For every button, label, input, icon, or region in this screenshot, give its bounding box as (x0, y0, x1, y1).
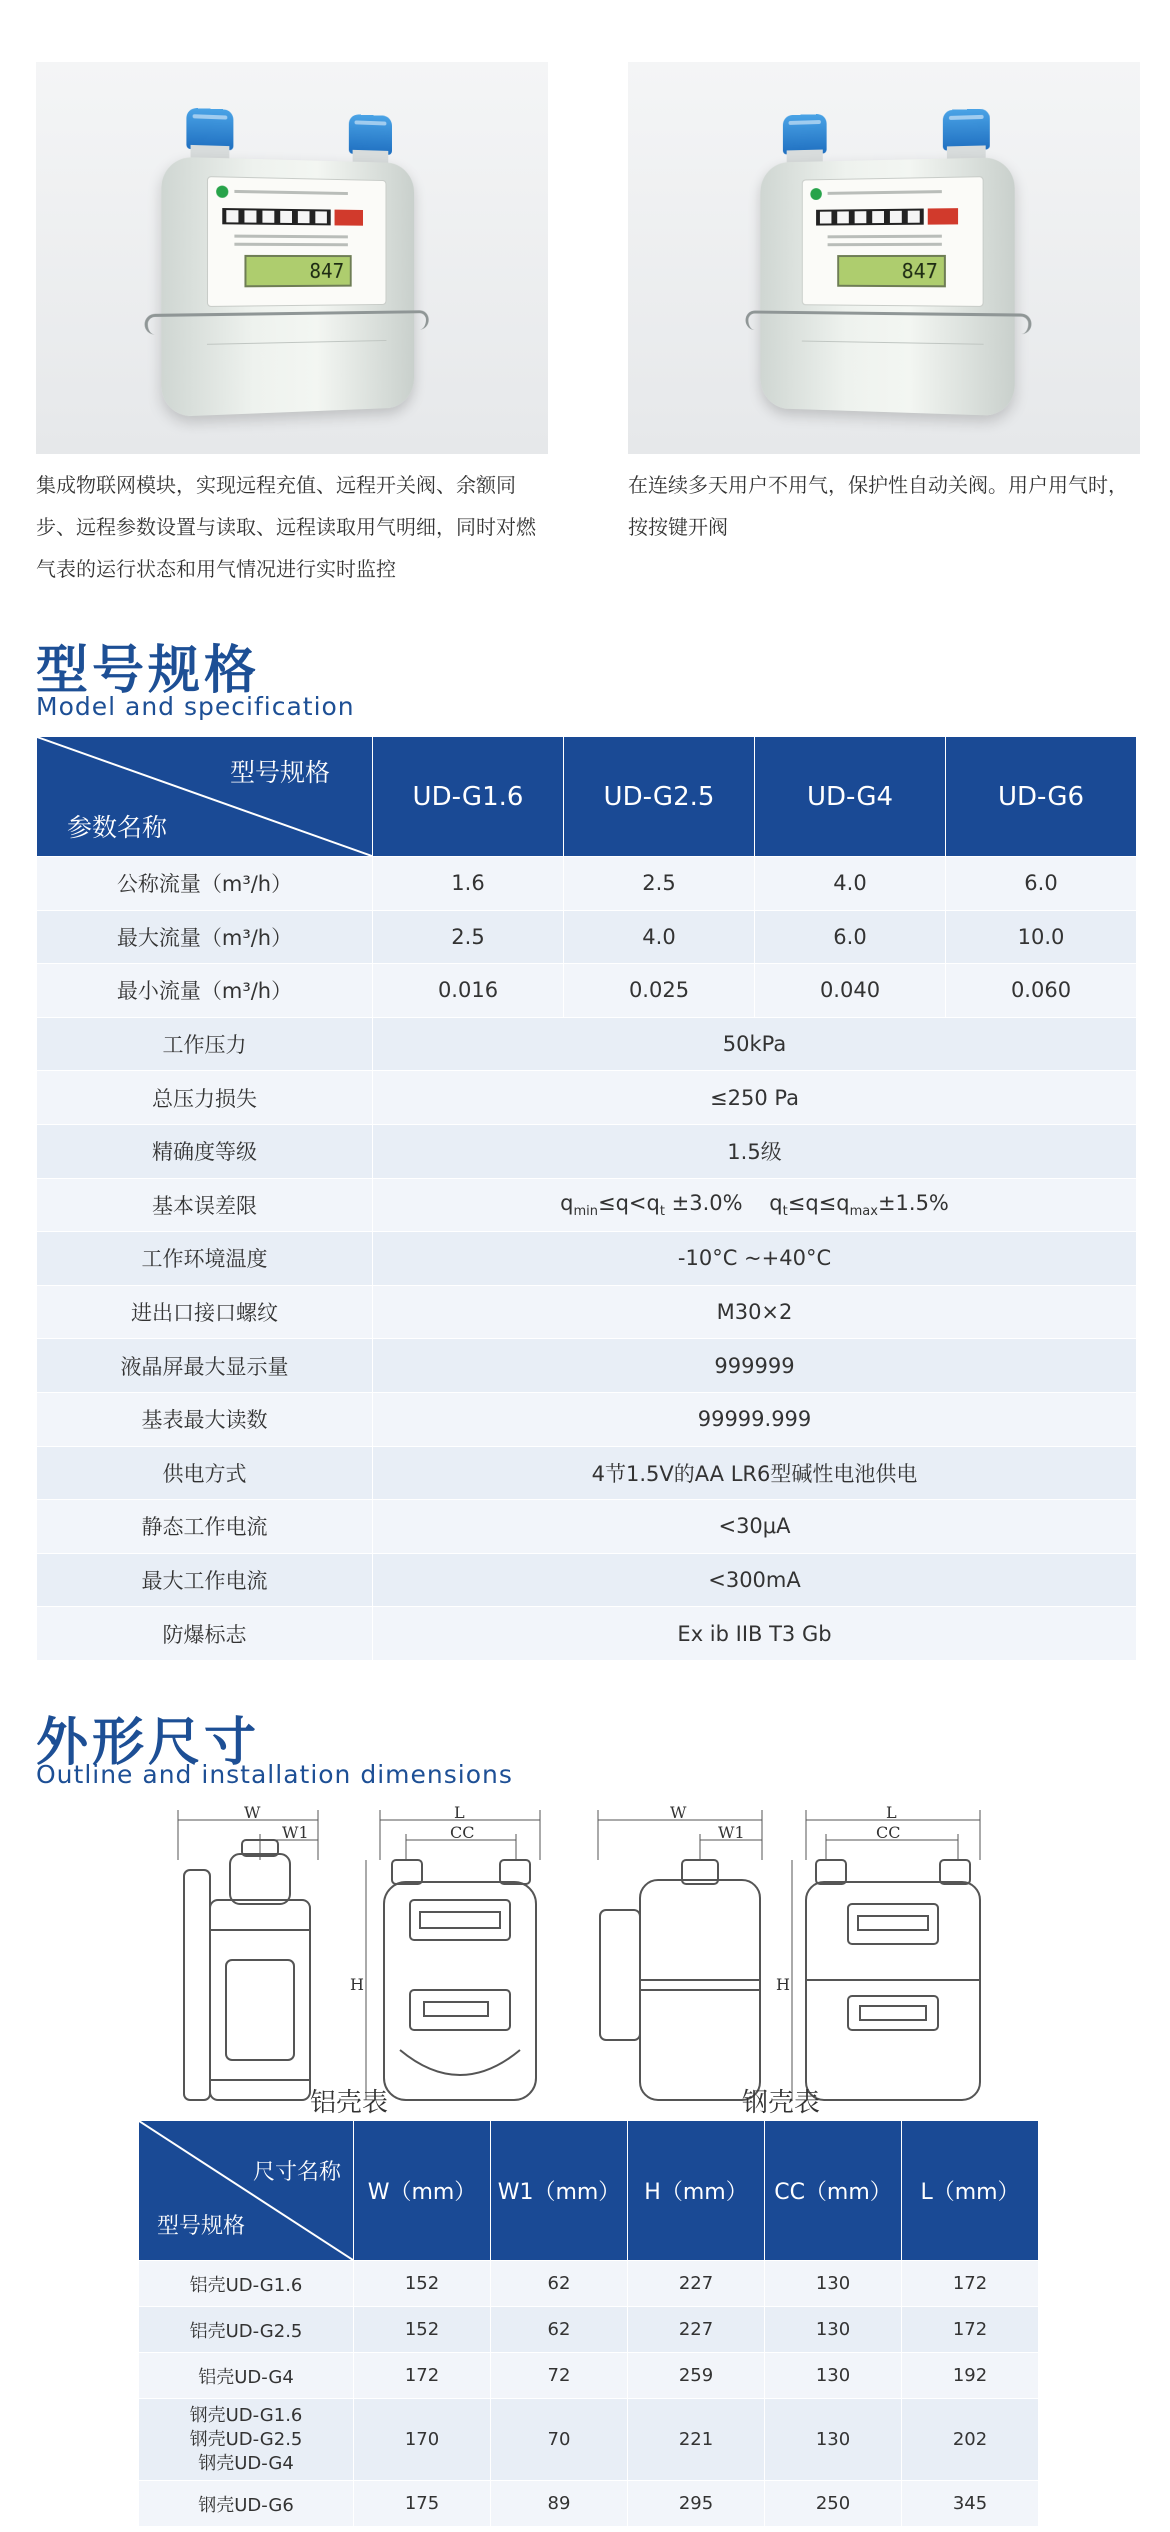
dim-column-header: CC（mm） (765, 2121, 902, 2261)
param-value: 0.016 (373, 964, 564, 1018)
gas-meter-illustration (161, 107, 414, 417)
spec-row (37, 1071, 1137, 1125)
param-value: 99999.999 (373, 1392, 1137, 1446)
param-label: 最大工作电流 (37, 1553, 373, 1607)
spec-row (37, 1232, 1137, 1286)
param-label: 供电方式 (37, 1446, 373, 1500)
error-limit-value: $q_{min}\le q<q_t \pm 3.0\%$ $q_t\le q\le q_{max}\pm 1.5\%$ (373, 1178, 1137, 1232)
dim-value: 172 (902, 2261, 1039, 2307)
corner-param-label: 参数名称 (67, 813, 168, 842)
param-label: 工作压力 (37, 1017, 373, 1071)
dim-value: 70 (491, 2399, 628, 2481)
dims-corner-cell (139, 2121, 354, 2261)
lcd-display: 847 (837, 255, 946, 287)
brand-logo (216, 185, 228, 197)
dims-row (139, 2307, 1039, 2353)
param-value: 4.0 (564, 910, 755, 964)
inlet-cap (783, 114, 827, 155)
param-value: -10°C ~+40°C (373, 1232, 1137, 1286)
spec-section-title: 型号规格 (36, 641, 261, 701)
dim-column-header: W1（mm） (491, 2121, 628, 2261)
param-value: 4.0 (755, 857, 946, 911)
spec-row (37, 1607, 1137, 1661)
spec-row (37, 1178, 1137, 1232)
dim-value: 295 (628, 2481, 765, 2527)
spec-row (37, 964, 1137, 1018)
spec-corner-cell (37, 737, 373, 857)
model-name: 钢壳UD-G1.6 钢壳UD-G2.5 钢壳UD-G4 (139, 2399, 354, 2481)
outlet-cap (349, 114, 392, 155)
param-value: 4节1.5V的AA LR6型碱性电池供电 (373, 1446, 1137, 1500)
dim-value: 172 (902, 2307, 1039, 2353)
spec-row (37, 1553, 1137, 1607)
meter-face (802, 176, 984, 307)
param-label: 最大流量（m³/h） (37, 910, 373, 964)
param-value: 2.5 (564, 857, 755, 911)
mechanical-counter (222, 208, 330, 225)
product-photo-aluminum (36, 62, 548, 454)
feature-caption-right: 在连续多天用户不用气，保护性自动关阀。用户用气时，按按键开阀 (628, 473, 1128, 539)
aluminum-drawing-label: 铝壳表 (310, 2088, 389, 2118)
dim-value: 130 (765, 2307, 902, 2353)
model-header: UD-G4 (755, 737, 946, 857)
meter-face (207, 176, 386, 307)
dim-value: 175 (354, 2481, 491, 2527)
param-value: M30×2 (373, 1285, 1137, 1339)
dim-value: 192 (902, 2353, 1039, 2399)
spec-row (37, 1339, 1137, 1393)
param-value: ≤250 Pa (373, 1071, 1137, 1125)
corner-model-label: 型号规格 (229, 758, 330, 787)
dim-value: 259 (628, 2353, 765, 2399)
model-name: 铝壳UD-G1.6 (139, 2261, 354, 2307)
dim-column-header: H（mm） (628, 2121, 765, 2261)
dim-cc: CC (450, 1823, 475, 1842)
aluminum-front-view (366, 1810, 540, 2100)
dim-l: L (454, 1803, 465, 1822)
brand-logo (810, 188, 821, 200)
param-value: <30μA (373, 1500, 1137, 1554)
model-name: 铝壳UD-G2.5 (139, 2307, 354, 2353)
param-label: 最小流量（m³/h） (37, 964, 373, 1018)
aluminum-side-view (178, 1810, 318, 2100)
dim-column-header: W（mm） (354, 2121, 491, 2261)
dim-value: 72 (491, 2353, 628, 2399)
mechanical-counter (816, 209, 924, 226)
spec-table (36, 736, 1137, 1661)
param-label: 基本误差限 (37, 1178, 373, 1232)
spec-row (37, 1285, 1137, 1339)
dim-value: 250 (765, 2481, 902, 2527)
param-value: 2.5 (373, 910, 564, 964)
dims-section-title: 外形尺寸 (36, 1713, 261, 1773)
dim-value: 345 (902, 2481, 1039, 2527)
param-value: 6.0 (755, 910, 946, 964)
dim-value: 130 (765, 2399, 902, 2481)
model-name: 钢壳UD-G6 (139, 2481, 354, 2527)
inlet-cap (186, 108, 233, 150)
param-label: 工作环境温度 (37, 1232, 373, 1286)
dim-w1: W1 (282, 1823, 309, 1842)
model-header: UD-G1.6 (373, 737, 564, 857)
dims-header-row (139, 2121, 1039, 2261)
dim-cc: CC (876, 1823, 901, 1842)
dim-value: 130 (765, 2353, 902, 2399)
dim-value: 152 (354, 2307, 491, 2353)
param-label: 防爆标志 (37, 1607, 373, 1661)
dim-w: W (244, 1803, 261, 1822)
dim-value: 89 (491, 2481, 628, 2527)
param-label: 基表最大读数 (37, 1392, 373, 1446)
dims-row (139, 2399, 1039, 2481)
param-value: Ex ib IIB T3 Gb (373, 1607, 1137, 1661)
param-value: 10.0 (946, 910, 1137, 964)
corner-dim-label: 尺寸名称 (252, 2160, 341, 2185)
dimensions-table (138, 2120, 1039, 2527)
param-label: 公称流量（m³/h） (37, 857, 373, 911)
dim-l: L (886, 1803, 897, 1822)
param-value: 1.6 (373, 857, 564, 911)
lcd-display: 847 (244, 255, 351, 287)
param-value: 999999 (373, 1339, 1137, 1393)
dim-w1: W1 (718, 1823, 745, 1842)
param-label: 静态工作电流 (37, 1500, 373, 1554)
dim-column-header: L（mm） (902, 2121, 1039, 2261)
spec-row (37, 1392, 1137, 1446)
dim-h: H (350, 1975, 364, 1994)
dims-row (139, 2353, 1039, 2399)
dim-h: H (776, 1975, 790, 1994)
spec-row (37, 1446, 1137, 1500)
dim-value: 62 (491, 2261, 628, 2307)
dim-value: 62 (491, 2307, 628, 2353)
product-photo-steel (628, 62, 1140, 454)
spec-header-row (37, 737, 1137, 857)
param-value: 0.040 (755, 964, 946, 1018)
dim-value: 202 (902, 2399, 1039, 2481)
dims-row (139, 2261, 1039, 2307)
model-name: 铝壳UD-G4 (139, 2353, 354, 2399)
outlet-cap (943, 109, 990, 151)
dim-value: 130 (765, 2261, 902, 2307)
dim-value: 227 (628, 2307, 765, 2353)
spec-row (37, 857, 1137, 911)
spec-row (37, 1017, 1137, 1071)
feature-caption-left: 集成物联网模块，实现远程充值、远程开关阀、余额同步、远程参数设置与读取、远程读取用气明细，同时对燃气表的运行状态和用气情况进行实时监控 (36, 473, 536, 581)
spec-row (37, 1500, 1137, 1554)
param-value: 6.0 (946, 857, 1137, 911)
param-value: 1.5级 (373, 1124, 1137, 1178)
dim-value: 152 (354, 2261, 491, 2307)
spec-row (37, 910, 1137, 964)
steel-front-view (792, 1810, 980, 2100)
param-value: <300mA (373, 1553, 1137, 1607)
param-value: 50kPa (373, 1017, 1137, 1071)
model-header: UD-G6 (946, 737, 1137, 857)
param-label: 液晶屏最大显示量 (37, 1339, 373, 1393)
steel-drawing-label: 钢壳表 (742, 2088, 821, 2118)
dim-value: 227 (628, 2261, 765, 2307)
outline-drawings (0, 1800, 1170, 2120)
dim-value: 172 (354, 2353, 491, 2399)
dim-value: 221 (628, 2399, 765, 2481)
corner-model-label: 型号规格 (157, 2214, 246, 2239)
spec-row (37, 1124, 1137, 1178)
dim-w: W (670, 1803, 687, 1822)
dims-row (139, 2481, 1039, 2527)
param-label: 进出口接口螺纹 (37, 1285, 373, 1339)
param-value: 0.025 (564, 964, 755, 1018)
model-header: UD-G2.5 (564, 737, 755, 857)
dim-value: 170 (354, 2399, 491, 2481)
param-label: 总压力损失 (37, 1071, 373, 1125)
param-value: 0.060 (946, 964, 1137, 1018)
param-label: 精确度等级 (37, 1124, 373, 1178)
gas-meter-illustration (760, 108, 1014, 417)
spec-section-subtitle: Model and specification (36, 692, 355, 721)
dims-section-subtitle: Outline and installation dimensions (36, 1760, 513, 1789)
steel-side-view (598, 1810, 762, 2100)
